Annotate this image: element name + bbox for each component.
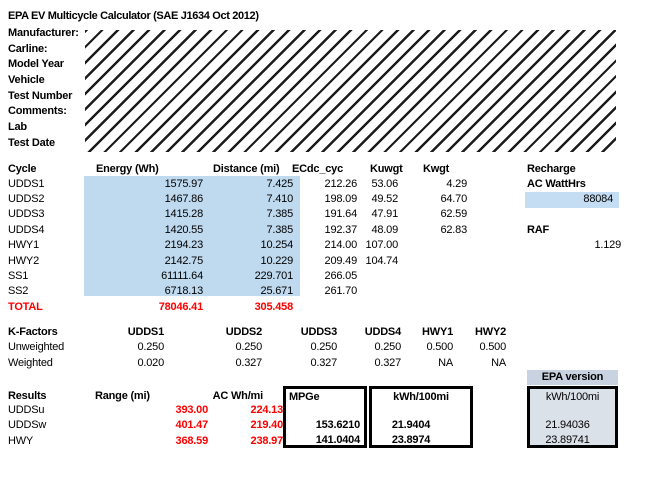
vehicle-info-labels — [8, 26, 79, 152]
redacted-hatch-area — [85, 30, 616, 152]
raf-value: 1.129 — [594, 239, 621, 251]
kuwgt-cell: 104.74 — [365, 254, 398, 267]
weighted-value: NA — [491, 356, 506, 369]
cycle-label: UDDS2 — [8, 192, 45, 205]
range-value: 393.00 — [175, 404, 208, 416]
energy-cell[interactable]: 1467.86 — [164, 192, 203, 205]
ecdc-cell: 212.26 — [324, 177, 357, 190]
cycle-row-udds3 — [0, 207, 660, 222]
cycle-row-ss2 — [0, 284, 660, 299]
kwgt-cell — [398, 284, 467, 299]
kuwgt-cell: 49.52 — [371, 192, 398, 205]
cycle-label: UDDS1 — [8, 177, 45, 190]
ac-whmi-value: 219.40 — [250, 419, 283, 432]
kuwgt-cell: 107.00 — [365, 239, 398, 252]
distance-cell[interactable]: 25.671 — [260, 285, 293, 298]
cycle-label: HWY2 — [8, 254, 39, 267]
unweighted-value: 0.500 — [426, 341, 453, 354]
mpge-value-hwy: 141.0404 — [315, 434, 360, 446]
ecdc-cell: 209.49 — [324, 254, 357, 267]
kwh100mi-header: kWh/100mi — [393, 391, 449, 403]
cycle-label: SS2 — [8, 285, 29, 298]
distance-column-header: Distance (mi) — [213, 163, 280, 175]
ac-watthrs-input-cell[interactable]: 88084 — [525, 192, 619, 208]
mpge-value-uddsw: 153.6210 — [315, 419, 360, 431]
ecdc-cell: 261.70 — [324, 285, 357, 298]
kuwgt-column-header: Kuwgt — [370, 163, 403, 175]
range-value: 401.47 — [175, 419, 208, 432]
results-row-label: UDDSu — [8, 404, 45, 416]
weighted-row — [0, 356, 660, 371]
epa-version-header: EPA version — [527, 370, 618, 385]
ac-whmi-column-header: AC Wh/mi — [212, 390, 263, 402]
kfactor-col-udds2: UDDS2 — [225, 326, 262, 338]
energy-cell[interactable]: 2194.23 — [164, 239, 203, 252]
energy-column-header: Energy (Wh) — [96, 163, 159, 175]
range-value: 368.59 — [175, 434, 208, 447]
epa-kwh100mi-value-hwy: 23.89741 — [545, 434, 590, 446]
kwgt-cell — [398, 238, 467, 253]
distance-cell[interactable]: 7.385 — [266, 208, 293, 221]
weighted-value: 0.020 — [137, 356, 164, 369]
kuwgt-cell: 47.91 — [371, 208, 398, 221]
info-label-test-number: Test Number — [8, 89, 73, 102]
cycle-row-hwy2 — [0, 254, 660, 269]
mpge-header: MPGe — [289, 391, 320, 403]
unweighted-label: Unweighted — [8, 341, 65, 354]
energy-cell[interactable]: 61111.64 — [161, 269, 203, 282]
kfactor-col-hwy1: HWY1 — [422, 326, 453, 338]
kwgt-cell: 4.29 — [446, 177, 467, 190]
kwh100mi-value-hwy: 23.8974 — [391, 434, 431, 446]
weighted-value: 0.327 — [374, 356, 401, 369]
unweighted-value: 0.500 — [479, 341, 506, 354]
kfactor-col-udds1: UDDS1 — [127, 326, 164, 338]
total-label: TOTAL — [8, 300, 43, 313]
kfactors-header-row — [0, 325, 660, 340]
total-energy-cell: 78046.41 — [158, 300, 203, 313]
info-label-comments: Comments: — [8, 105, 67, 118]
ac-whmi-value: 238.97 — [250, 434, 283, 447]
ecdc-cell: 192.37 — [324, 223, 357, 236]
ecdc-cell: 214.00 — [324, 239, 357, 252]
energy-cell[interactable]: 1575.97 — [164, 177, 203, 190]
epa-version-box — [527, 386, 618, 448]
kuwgt-cell — [357, 284, 398, 299]
cycle-table-header-row — [0, 162, 660, 177]
distance-cell[interactable]: 7.385 — [266, 223, 293, 236]
unweighted-value: 0.250 — [310, 341, 337, 354]
energy-cell[interactable]: 1420.55 — [164, 223, 203, 236]
kfactor-col-hwy2: HWY2 — [475, 326, 506, 338]
kwgt-column-header: Kwgt — [423, 163, 450, 175]
cycle-label: HWY1 — [8, 239, 39, 252]
cycle-label: UDDS4 — [8, 223, 45, 236]
kfactors-label: K-Factors — [8, 326, 58, 338]
total-distance-cell: 305.458 — [254, 300, 293, 313]
weighted-value: 0.327 — [310, 356, 337, 369]
kwh100mi-box — [369, 386, 473, 448]
results-row-label: UDDSw — [8, 419, 47, 432]
distance-cell[interactable]: 10.254 — [260, 239, 293, 252]
raf-label: RAF — [527, 223, 550, 236]
distance-cell[interactable]: 7.425 — [266, 177, 293, 190]
mpge-box — [283, 386, 367, 448]
info-label-test-date: Test Date — [8, 136, 55, 149]
kfactor-col-udds4: UDDS4 — [364, 326, 401, 338]
cycle-row-ss1 — [0, 269, 660, 284]
kuwgt-cell: 48.09 — [371, 223, 398, 236]
cycle-column-header: Cycle — [8, 163, 37, 175]
energy-cell[interactable]: 2142.75 — [164, 254, 203, 267]
unweighted-value: 0.250 — [374, 341, 401, 354]
ac-whmi-value: 224.13 — [250, 404, 283, 416]
kuwgt-cell: 53.06 — [371, 177, 398, 190]
ecdc-column-header: ECdc_cyc — [292, 163, 343, 175]
sheet-title: EPA EV Multicycle Calculator (SAE J1634 Oct 2012) — [8, 10, 259, 22]
kfactor-col-udds3: UDDS3 — [300, 326, 337, 338]
distance-cell[interactable]: 7.410 — [266, 192, 293, 205]
kwh100mi-value-uddsw: 21.9404 — [391, 419, 431, 431]
kwgt-cell: 62.83 — [440, 223, 467, 236]
unweighted-row — [0, 340, 660, 355]
info-label-carline: Carline: — [8, 42, 48, 55]
recharge-header: Recharge — [527, 163, 576, 175]
cycle-label: UDDS3 — [8, 208, 45, 221]
cycle-row-udds1 — [0, 177, 660, 192]
weighted-value: 0.327 — [235, 356, 262, 369]
distance-cell[interactable]: 10.229 — [260, 254, 293, 267]
unweighted-value: 0.250 — [137, 341, 164, 354]
ecdc-cell: 191.64 — [324, 208, 357, 221]
kwgt-cell — [398, 269, 467, 284]
weighted-label: Weighted — [8, 356, 53, 369]
epa-kwh100mi-value-uddsw: 21.94036 — [545, 419, 590, 431]
ecdc-cell: 198.09 — [324, 192, 357, 205]
info-label-vehicle: Vehicle — [8, 74, 45, 87]
weighted-value: NA — [438, 356, 453, 369]
energy-cell[interactable]: 6718.13 — [164, 285, 203, 298]
kwgt-cell — [398, 254, 467, 269]
kwgt-cell: 62.59 — [440, 208, 467, 221]
info-label-lab: Lab — [8, 121, 27, 134]
results-label: Results — [8, 390, 47, 402]
kwgt-cell: 64.70 — [440, 192, 467, 205]
info-label-manufacturer: Manufacturer: — [8, 27, 79, 39]
info-label-model-year: Model Year — [8, 58, 64, 71]
energy-cell[interactable]: 1415.28 — [164, 208, 203, 221]
cycle-label: SS1 — [8, 269, 29, 282]
unweighted-value: 0.250 — [235, 341, 262, 354]
range-column-header: Range (mi) — [95, 390, 150, 402]
total-row — [0, 300, 660, 315]
epa-kwh100mi-header: kWh/100mi — [545, 391, 600, 403]
ac-watthrs-label: AC WattHrs — [527, 177, 586, 190]
kuwgt-cell — [357, 269, 398, 284]
distance-cell[interactable]: 229.701 — [254, 269, 293, 282]
results-row-label: HWY — [8, 434, 34, 447]
cycle-row-udds4 — [0, 223, 660, 238]
ecdc-cell: 266.05 — [324, 269, 357, 282]
